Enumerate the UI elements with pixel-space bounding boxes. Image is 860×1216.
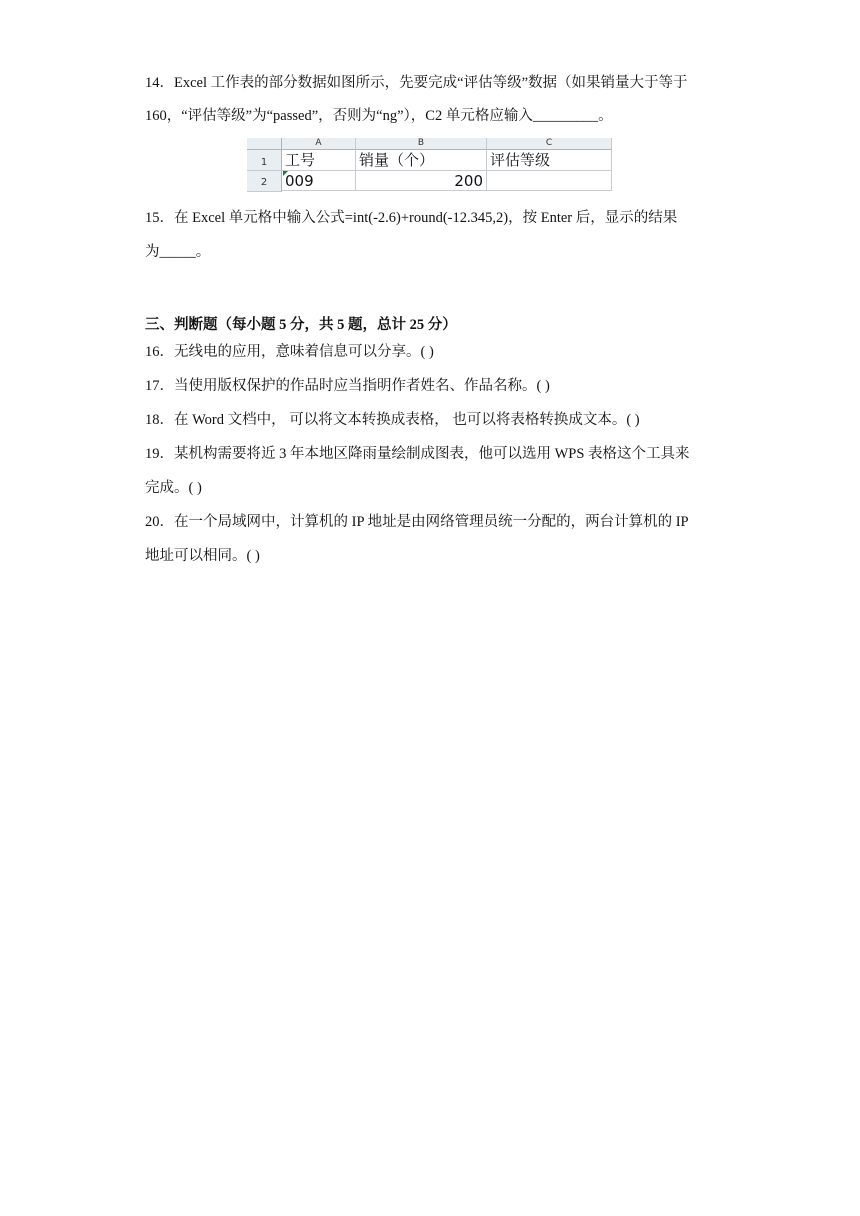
q18: 18．在 Word 文档中， 可以将文本转换成表格， 也可以将表格转换成文本。( ) <box>145 412 640 428</box>
spreadsheet-figure <box>247 138 612 191</box>
q15-line1: 15．在 Excel 单元格中输入公式=int(-2.6)+round(-12.345,2)，按 Enter 后，显示的结果 <box>145 210 678 226</box>
q19-line1: 19．某机构需要将近 3 年本地区降雨量绘制成图表，他可以选用 WPS 表格这个工具来 <box>145 446 690 462</box>
q20-line2: 地址可以相同。( ) <box>145 548 260 564</box>
q14-line2: 160，“评估等级”为“passed”，否则为“ng”），C2 单元格应输入_________。 <box>145 108 613 124</box>
sheet-corner <box>247 138 282 150</box>
row-header-2: 2 <box>247 171 282 192</box>
q16: 16．无线电的应用，意味着信息可以分享。( ) <box>145 344 434 360</box>
q17: 17．当使用版权保护的作品时应当指明作者姓名、作品名称。( ) <box>145 378 550 394</box>
cell-b1: 销量（个） <box>356 150 487 171</box>
column-header-c: C <box>487 138 612 150</box>
column-header-a: A <box>282 138 356 150</box>
cell-c1: 评估等级 <box>487 150 612 171</box>
cell-a2: 009 <box>282 171 356 191</box>
q14-line1: 14．Excel 工作表的部分数据如图所示，先要完成“评估等级”数据（如果销量大于等于 <box>145 75 688 91</box>
q19-line2: 完成。( ) <box>145 480 202 496</box>
cell-b2: 200 <box>356 171 487 191</box>
section-heading: 三、判断题（每小题 5 分，共 5 题，总计 25 分） <box>145 317 457 333</box>
q20-line1: 20．在一个局域网中，计算机的 IP 地址是由网络管理员统一分配的，两台计算机的 IP <box>145 514 689 530</box>
column-header-b: B <box>356 138 487 150</box>
cell-a1: 工号 <box>282 150 356 171</box>
q15-line2: 为_____。 <box>145 244 211 260</box>
cell-c2 <box>487 171 612 191</box>
row-header-1: 1 <box>247 150 282 171</box>
